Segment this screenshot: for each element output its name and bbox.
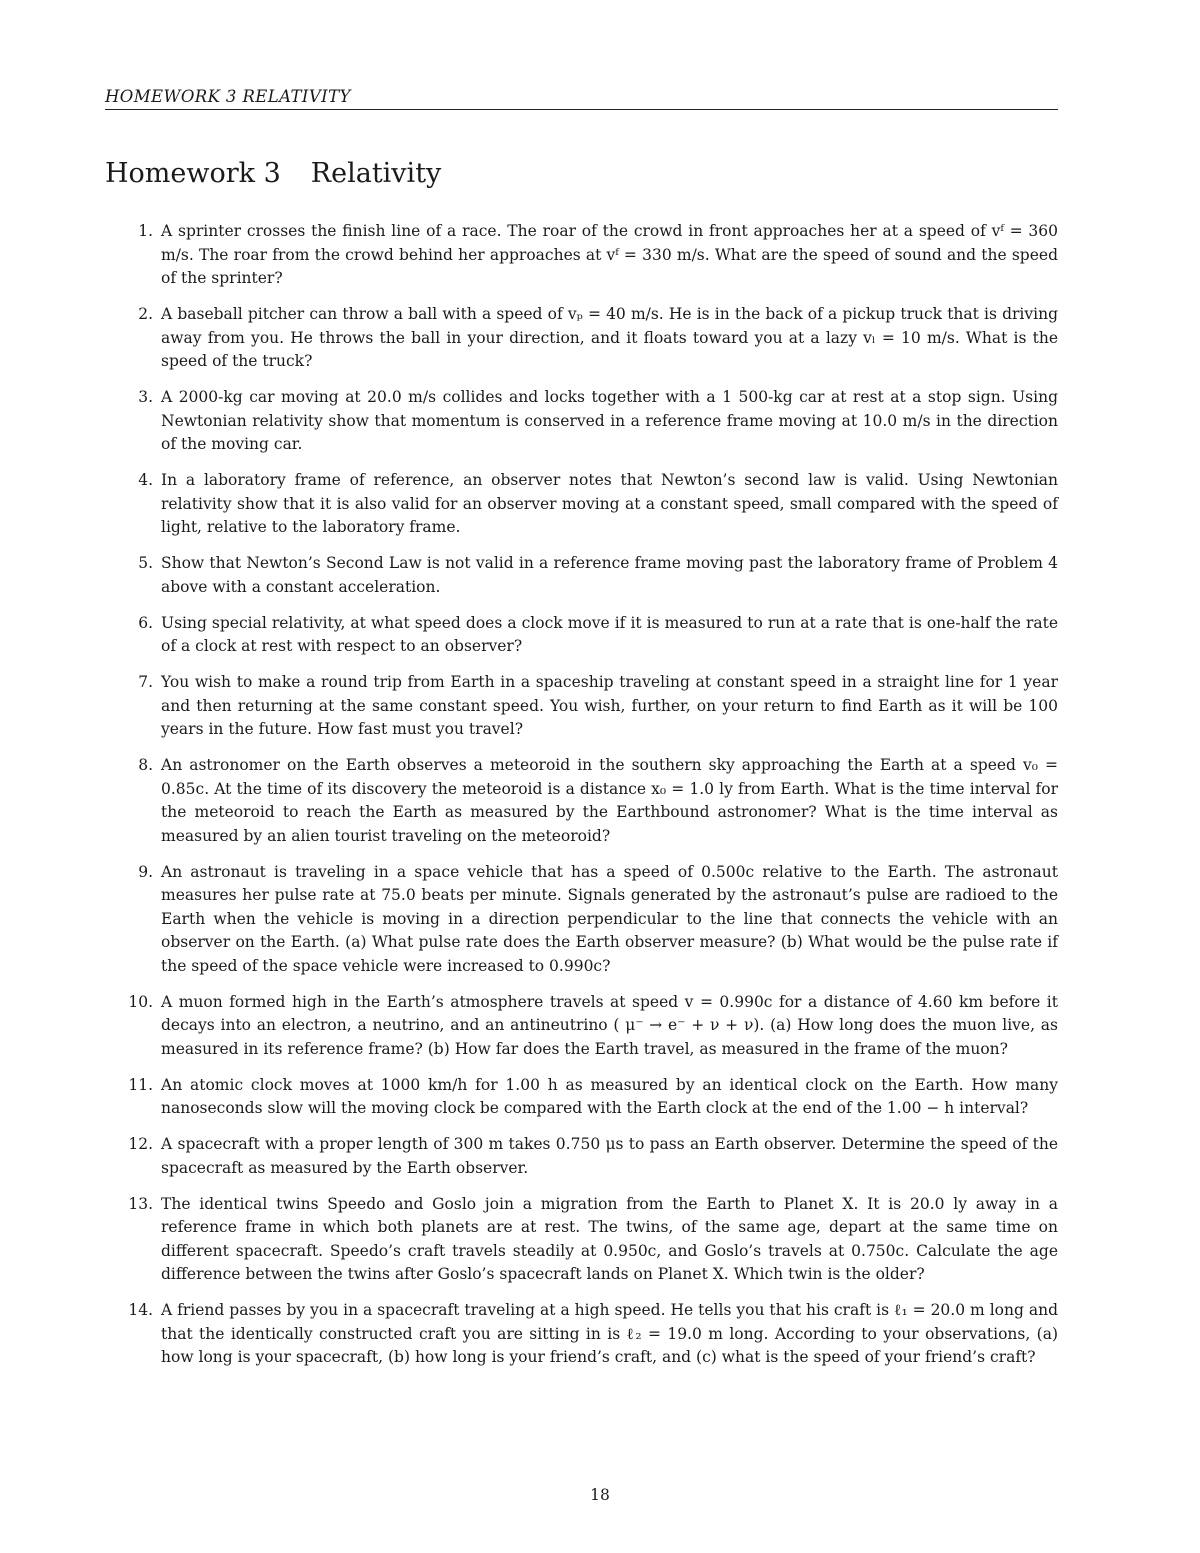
problem-number: 8. [138, 756, 153, 774]
problem-number: 12. [128, 1135, 153, 1153]
problem-text: Show that Newton’s Second Law is not valid in a reference frame moving past the laboratory frame of Problem 4 above with a constant acceleration. [161, 554, 1058, 596]
problem-number: 6. [138, 613, 153, 632]
problem-number: 5. [138, 554, 153, 572]
problem-item [105, 1133, 1058, 1180]
problem-text: A sprinter crosses the finish line of a race. The roar of the crowd in front approaches her at a speed of vᶠ = 360 m/s. The roar from the crowd behind her approaches at vᶠ = 330 m/s. What are the speed of sound and the speed of the sprinter? [161, 222, 1058, 287]
problem-text: A muon formed high in the Earth’s atmosphere travels at speed v = 0.990c for a distance of 4.60 km before it decays into an electron, a neutrino, and an antineutrino ( μ⁻ → e⁻ + ν + ν). (a) How long does the muon live, as measured in its reference frame? (b) How far does the Earth travel, as measured in the frame of the muon? [161, 992, 1058, 1058]
problem-item [105, 386, 1058, 457]
problem-number: 10. [128, 992, 153, 1011]
problem-item [105, 469, 1058, 540]
problem-item [105, 612, 1058, 659]
problem-number: 7. [138, 673, 153, 691]
problem-item [105, 1074, 1058, 1121]
problem-text: Using special relativity, at what speed does a clock move if it is measured to run at a rate that is one-half the rate of a clock at rest with respect to an observer? [161, 613, 1058, 655]
problem-item [105, 991, 1058, 1062]
problem-text: A baseball pitcher can throw a ball with a speed of vₚ = 40 m/s. He is in the back of a pickup truck that is driving away from you. He throws the ball in your direction, and it floats toward you at a lazy vₗ = 10 m/s. What is the speed of the truck? [161, 305, 1058, 370]
problem-text: A friend passes by you in a spacecraft traveling at a high speed. He tells you that his craft is ℓ₁ = 20.0 m long and that the identically constructed craft you are sitting in is ℓ₂ = 19.0 m long. According to your observations, (a) how long is your spacecraft, (b) how long is your friend’s craft, and (c) what is the speed of your friend’s craft? [161, 1301, 1058, 1366]
problem-item [105, 861, 1058, 979]
problem-number: 4. [138, 471, 153, 489]
problem-text: The identical twins Speedo and Goslo join a migration from the Earth to Planet X. It is 20.0 ly away in a reference frame in which both planets are at rest. The twins, of the same age, depart at the same time on different spacecraft. Speedo’s craft travels steadily at 0.950c, and Goslo’s travels at 0.750c. Calculate the age difference between the twins after Goslo’s spacecraft lands on Planet X. Which twin is the older? [161, 1194, 1058, 1283]
problem-number: 14. [128, 1301, 153, 1319]
problem-number: 1. [138, 222, 153, 240]
header-rule [105, 109, 1058, 110]
problem-number: 3. [138, 388, 153, 406]
problem-item [105, 220, 1058, 291]
problem-item [105, 754, 1058, 848]
problem-item [105, 671, 1058, 742]
problem-text: A spacecraft with a proper length of 300 m takes 0.750 μs to pass an Earth observer. Determine the speed of the spacecraft as measured by the Earth observer. [161, 1135, 1058, 1177]
problem-number: 2. [138, 305, 153, 323]
page-number: 18 [590, 1486, 610, 1504]
problem-item [105, 552, 1058, 599]
problem-number: 13. [128, 1194, 153, 1213]
title-part-homework: Homework 3 [105, 158, 281, 189]
problem-item [105, 1193, 1058, 1287]
problem-text: An astronomer on the Earth observes a meteoroid in the southern sky approaching the Earth at a speed v₀ = 0.85c. At the time of its discovery the meteoroid is a distance x₀ = 1.0 ly from Earth. What is the time interval for the meteoroid to reach the Earth as measured by the Earthbound astronomer? What is the time interval as measured by an alien tourist traveling on the meteoroid? [161, 756, 1058, 845]
problem-item [105, 1299, 1058, 1370]
problem-text: A 2000-kg car moving at 20.0 m/s collides and locks together with a 1 500-kg car at rest at a stop sign. Using Newtonian relativity show that momentum is conserved in a reference frame moving at 10.0 m/s in the direction of the moving car. [161, 388, 1058, 453]
problem-list [105, 220, 1058, 1382]
page-title [105, 156, 441, 192]
problem-text: An atomic clock moves at 1000 km/h for 1.00 h as measured by an identical clock on the Earth. How many nanoseconds slow will the moving clock be compared with the Earth clock at the end of the 1.00 − h interval? [161, 1075, 1058, 1117]
problem-text: You wish to make a round trip from Earth in a spaceship traveling at constant speed in a straight line for 1 year and then returning at the same constant speed. You wish, further, on your return to find Earth as it will be 100 years in the future. How fast must you travel? [161, 673, 1058, 738]
title-part-topic: Relativity [310, 158, 442, 189]
problem-text: In a laboratory frame of reference, an observer notes that Newton’s second law is valid. Using Newtonian relativity show that it is also valid for an observer moving at a constant speed, small compared with the speed of light, relative to the laboratory frame. [161, 471, 1058, 536]
running-header: HOMEWORK 3 RELATIVITY [105, 87, 351, 106]
problem-text: An astronaut is traveling in a space vehicle that has a speed of 0.500c relative to the Earth. The astronaut measures her pulse rate at 75.0 beats per minute. Signals generated by the astronaut’s pulse are radioed to the Earth when the vehicle is moving in a direction perpendicular to the line that connects the vehicle with an observer on the Earth. (a) What pulse rate does the Earth observer measure? (b) What would be the pulse rate if the speed of the space vehicle were increased to 0.990c? [161, 862, 1058, 975]
problem-number: 9. [138, 862, 153, 881]
problem-number: 11. [128, 1075, 153, 1094]
problem-item [105, 303, 1058, 374]
